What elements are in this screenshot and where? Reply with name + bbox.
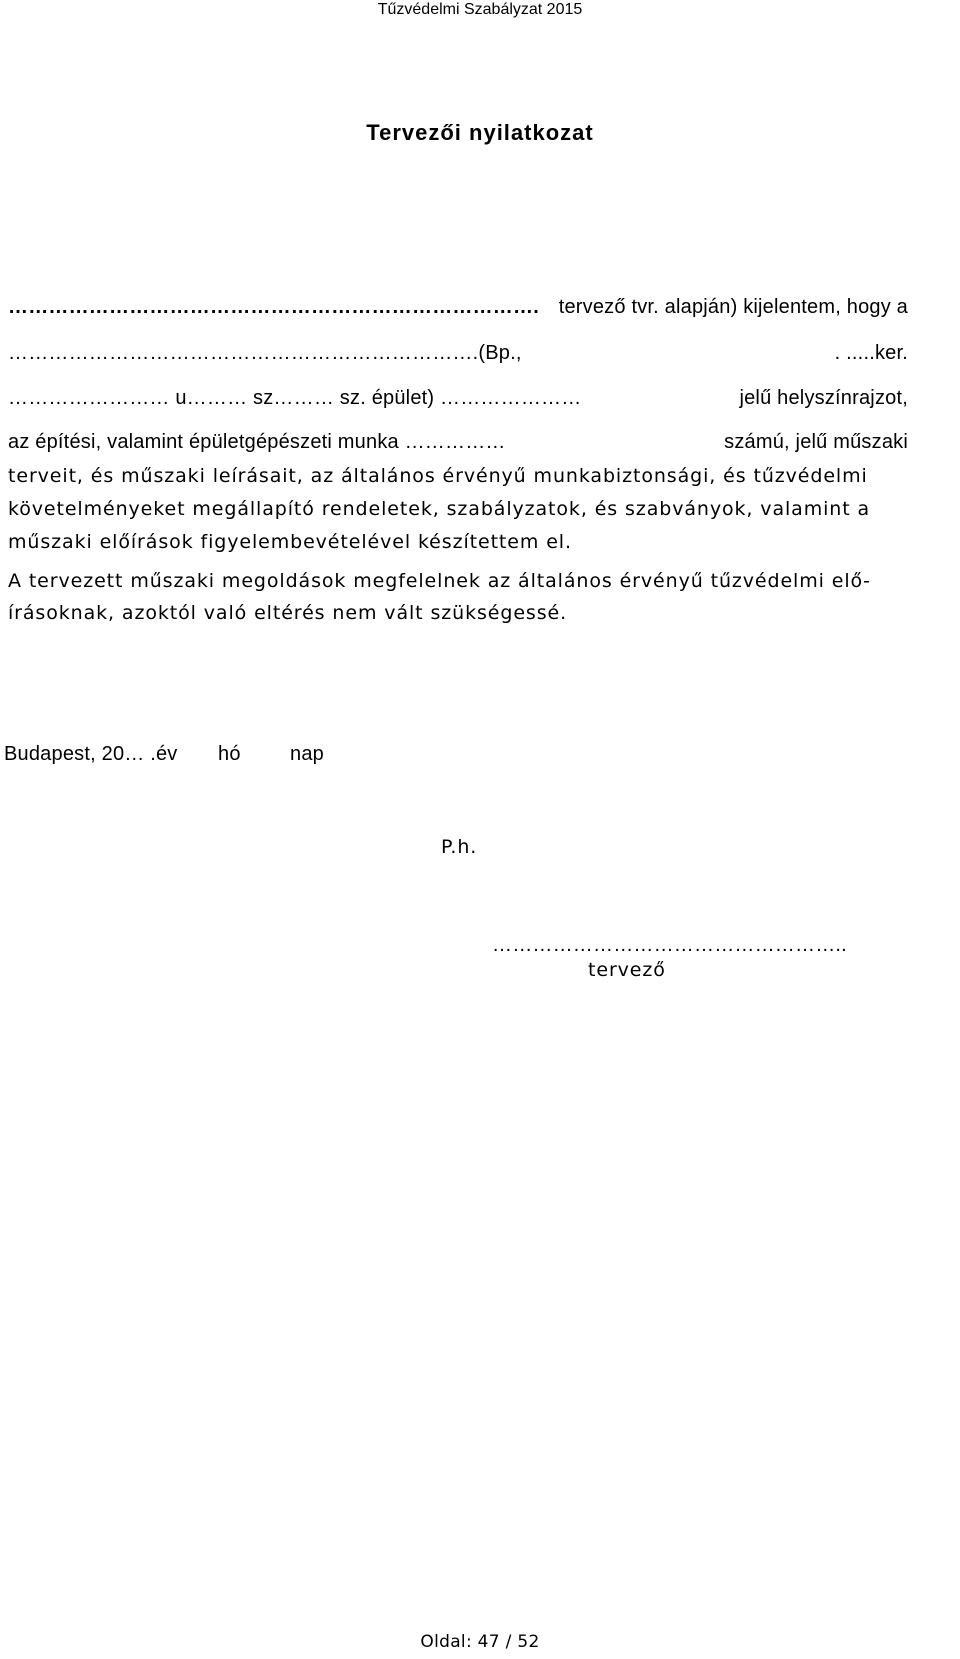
date-place-year: Budapest, 20… .év (4, 743, 178, 765)
declaration-line-7: műszaki előírások figyelembevételével készítettem el. (8, 531, 572, 553)
declaration-line-1 (8, 296, 908, 319)
signature-block (492, 934, 882, 981)
conclusion-line-2: írásoknak, azoktól való eltérés nem vált szükségessé. (8, 602, 568, 624)
declaration-text: jelű helyszínrajzot, (739, 387, 908, 409)
declaration-line-2 (8, 342, 908, 365)
signature-line: …………………………………………….. (492, 934, 847, 956)
blank-street-number: …………………… u……… sz……… sz. épület) ………………… (8, 387, 582, 409)
running-header: Tűzvédelmi Szabályzat 2015 (377, 1, 583, 18)
blank-designer-name: ……………………………………………………………………. (8, 296, 539, 318)
blank-address: …………………………………………………………….(Bp., (8, 342, 522, 364)
declaration-text: tervező tvr. alapján) kijelentem, hogy a (558, 296, 908, 318)
document-title: Tervezői nyilatkozat (366, 120, 594, 145)
declaration-text: az építési, valamint épületgépészeti munka …………… (8, 431, 506, 453)
declaration-line-4 (8, 431, 908, 454)
declaration-text: számú, jelű műszaki (724, 431, 908, 453)
date-day: nap (290, 743, 324, 765)
declaration-line-5: terveit, és műszaki leírásait, az általános érvényű munkabiztonsági, és tűzvédelmi (8, 465, 868, 487)
page-number: Oldal: 47 / 52 (420, 1632, 540, 1652)
declaration-line-3 (8, 387, 908, 410)
stamp-label: P.h. (441, 836, 478, 858)
date-month: hó (218, 743, 241, 765)
conclusion-line-1: A tervezett műszaki megoldások megfelelnek az általános érvényű tűzvédelmi elő- (8, 570, 871, 592)
signature-label: tervező (588, 959, 666, 981)
blank-district: . .....ker. (834, 342, 908, 364)
declaration-line-6: követelményeket megállapító rendeletek, szabályzatok, és szabványok, valamint a (8, 498, 871, 520)
